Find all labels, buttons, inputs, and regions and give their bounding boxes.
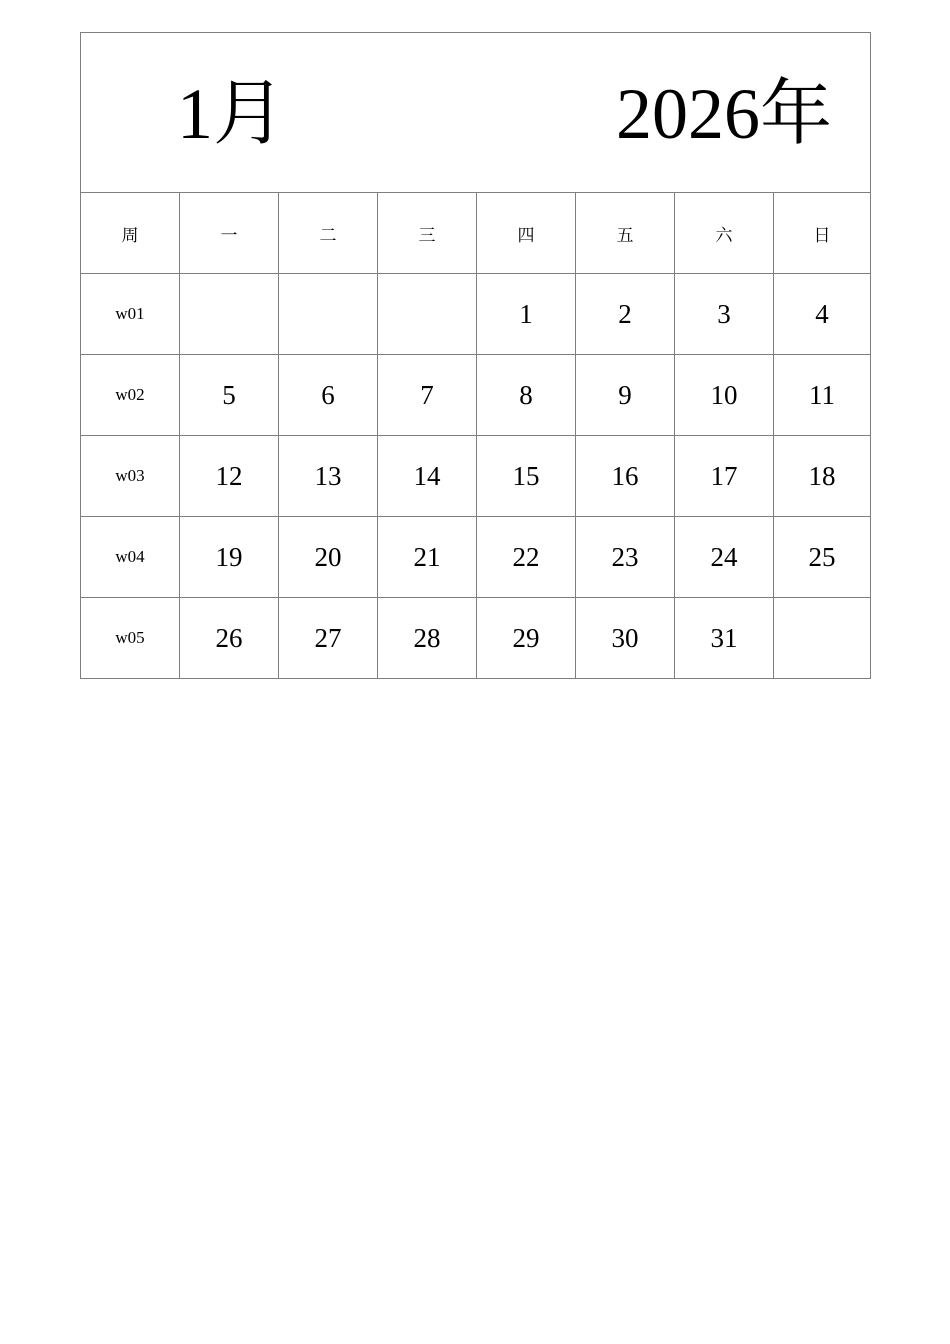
day-cell: 4 xyxy=(774,274,871,355)
day-cell xyxy=(378,274,477,355)
day-cell: 17 xyxy=(675,436,774,517)
header-friday: 五 xyxy=(576,193,675,274)
day-cell: 29 xyxy=(477,598,576,679)
week-row xyxy=(81,517,871,598)
day-cell xyxy=(180,274,279,355)
day-cell: 9 xyxy=(576,355,675,436)
week-row xyxy=(81,436,871,517)
header-thursday: 四 xyxy=(477,193,576,274)
weekday-header-row xyxy=(81,193,871,274)
week-number: w02 xyxy=(81,355,180,436)
week-row xyxy=(81,274,871,355)
day-cell: 19 xyxy=(180,517,279,598)
day-cell: 27 xyxy=(279,598,378,679)
month-number: 1 xyxy=(177,74,213,154)
day-cell: 23 xyxy=(576,517,675,598)
day-cell: 31 xyxy=(675,598,774,679)
day-cell: 12 xyxy=(180,436,279,517)
day-cell xyxy=(279,274,378,355)
month-suffix: 月 xyxy=(213,71,286,155)
day-cell: 1 xyxy=(477,274,576,355)
week-row xyxy=(81,355,871,436)
day-cell: 22 xyxy=(477,517,576,598)
week-number: w05 xyxy=(81,598,180,679)
week-number: w04 xyxy=(81,517,180,598)
day-cell: 25 xyxy=(774,517,871,598)
day-cell: 28 xyxy=(378,598,477,679)
calendar-title xyxy=(81,33,870,192)
week-row xyxy=(81,598,871,679)
month-label xyxy=(177,71,286,155)
header-sunday: 日 xyxy=(774,193,871,274)
day-cell: 24 xyxy=(675,517,774,598)
day-cell: 18 xyxy=(774,436,871,517)
header-week-column: 周 xyxy=(81,193,180,274)
header-saturday: 六 xyxy=(675,193,774,274)
day-cell: 16 xyxy=(576,436,675,517)
year-number: 2026 xyxy=(615,74,760,154)
day-cell: 2 xyxy=(576,274,675,355)
header-tuesday: 二 xyxy=(279,193,378,274)
day-cell: 30 xyxy=(576,598,675,679)
day-cell: 14 xyxy=(378,436,477,517)
calendar-title-cell xyxy=(81,33,871,193)
header-wednesday: 三 xyxy=(378,193,477,274)
day-cell: 21 xyxy=(378,517,477,598)
calendar-table xyxy=(80,32,871,679)
day-cell: 7 xyxy=(378,355,477,436)
day-cell: 10 xyxy=(675,355,774,436)
day-cell: 13 xyxy=(279,436,378,517)
day-cell xyxy=(774,598,871,679)
day-cell: 5 xyxy=(180,355,279,436)
day-cell: 3 xyxy=(675,274,774,355)
year-label xyxy=(615,71,832,155)
day-cell: 20 xyxy=(279,517,378,598)
header-monday: 一 xyxy=(180,193,279,274)
calendar-title-row xyxy=(81,33,871,193)
day-cell: 6 xyxy=(279,355,378,436)
year-suffix: 年 xyxy=(759,71,832,155)
week-number: w01 xyxy=(81,274,180,355)
day-cell: 8 xyxy=(477,355,576,436)
week-number: w03 xyxy=(81,436,180,517)
day-cell: 11 xyxy=(774,355,871,436)
day-cell: 26 xyxy=(180,598,279,679)
day-cell: 15 xyxy=(477,436,576,517)
